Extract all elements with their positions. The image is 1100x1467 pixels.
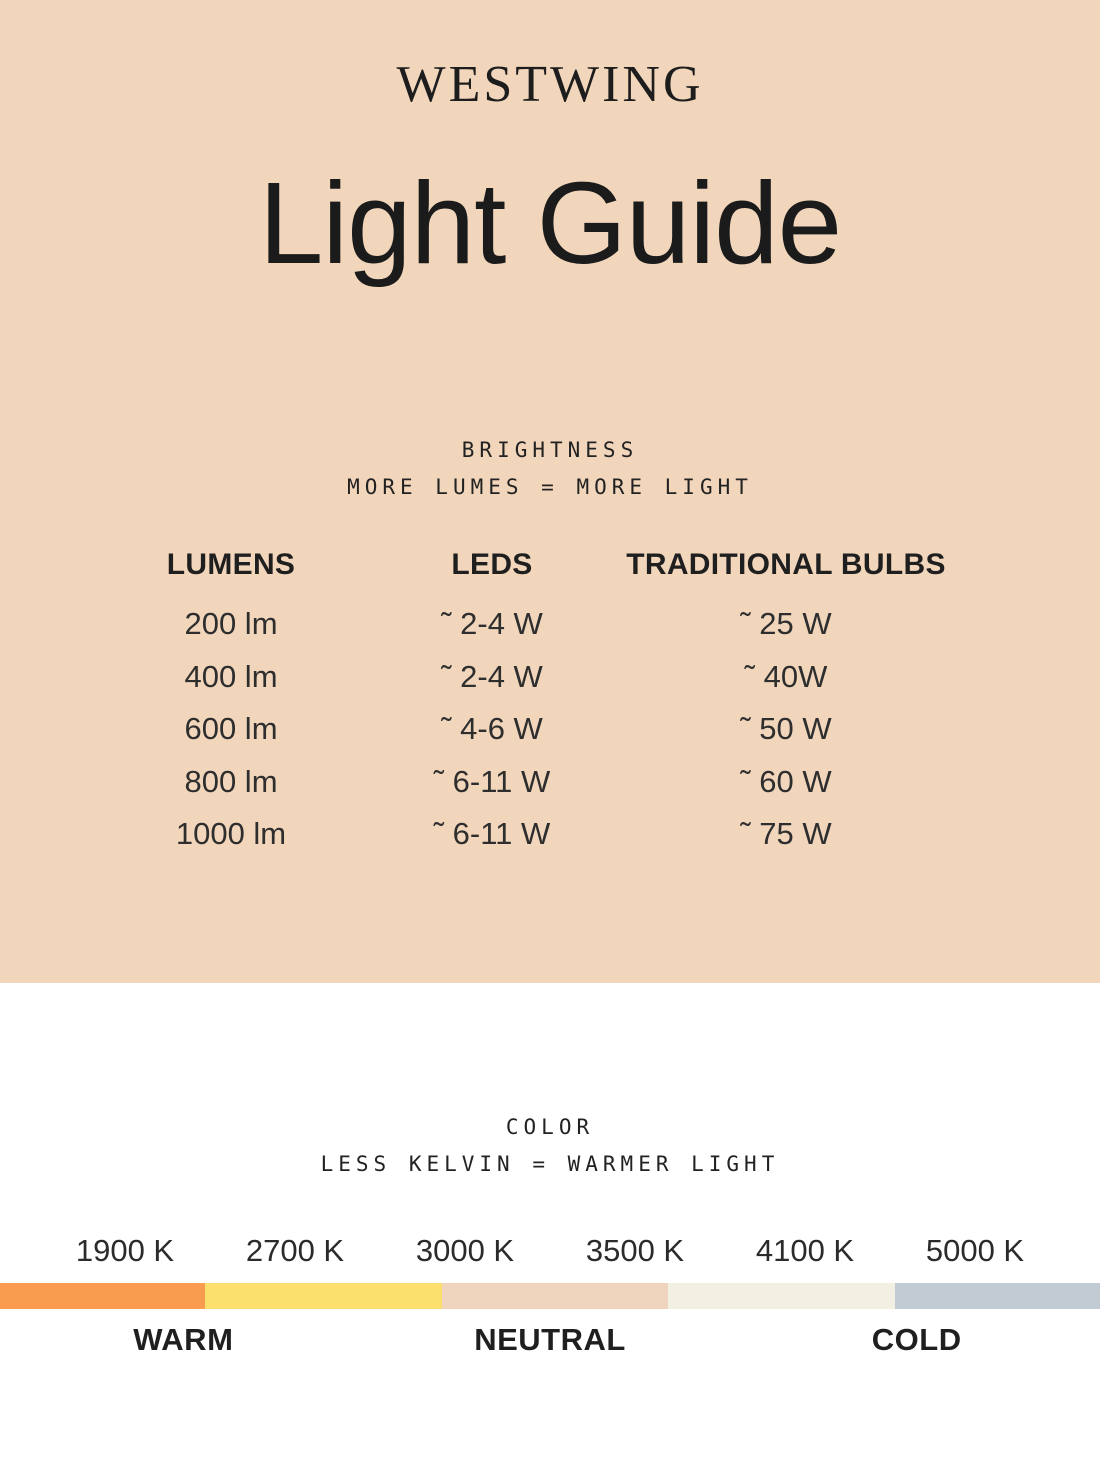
- leds-value: ˜ 6-11 W: [433, 816, 551, 852]
- kelvin-label: 3500 K: [585, 1233, 685, 1269]
- lumens-value: 800 lm: [184, 763, 278, 799]
- table-header-row: [100, 548, 950, 598]
- temperature-label-cold: COLD: [871, 1322, 962, 1358]
- temperature-segment-cold-blue: [895, 1283, 1100, 1309]
- color-temperature-bar: [0, 1283, 1100, 1309]
- lumens-value: 600 lm: [184, 711, 278, 747]
- kelvin-label: 2700 K: [245, 1233, 345, 1269]
- leds-value: ˜ 6-11 W: [433, 763, 551, 799]
- color-subheading: LESS KELVIN = WARMER LIGHT: [320, 1152, 780, 1177]
- temperature-segment-warm-orange: [0, 1283, 205, 1309]
- header-leds: LEDS: [451, 548, 533, 582]
- lumens-value: 400 lm: [184, 658, 278, 694]
- table-row: [100, 756, 950, 809]
- leds-value: ˜ 2-4 W: [441, 658, 543, 694]
- temperature-segment-neutral-tan: [442, 1283, 668, 1309]
- lumens-value: 1000 lm: [175, 816, 287, 852]
- kelvin-label: 1900 K: [75, 1233, 175, 1269]
- table-body: [100, 598, 950, 861]
- temperature-zone-labels: [0, 1322, 1100, 1358]
- color-heading: COLOR: [505, 1115, 595, 1139]
- bulbs-value: ˜ 50 W: [740, 711, 832, 747]
- kelvin-scale-labels: [40, 1233, 1060, 1269]
- page-title: Light Guide: [258, 157, 842, 288]
- bulbs-value: ˜ 25 W: [740, 606, 832, 642]
- table-row: [100, 651, 950, 704]
- brand-logo: WESTWING: [396, 56, 704, 113]
- brightness-subheading: MORE LUMES = MORE LIGHT: [347, 475, 753, 500]
- lumens-value: 200 lm: [184, 606, 278, 642]
- header-traditional-bulbs: TRADITIONAL BULBS: [626, 548, 946, 582]
- temperature-segment-warm-yellow: [205, 1283, 443, 1309]
- kelvin-label: 4100 K: [755, 1233, 855, 1269]
- table-row: [100, 703, 950, 756]
- color-temperature-section: [0, 983, 1100, 1467]
- bulbs-value: ˜ 60 W: [740, 763, 832, 799]
- table-row: [100, 808, 950, 861]
- bulbs-value: ˜ 40W: [744, 658, 828, 694]
- kelvin-label: 3000 K: [415, 1233, 515, 1269]
- kelvin-label: 5000 K: [925, 1233, 1025, 1269]
- temperature-segment-neutral-cream: [668, 1283, 896, 1309]
- temperature-label-warm: WARM: [133, 1322, 234, 1358]
- temperature-label-neutral: NEUTRAL: [474, 1322, 626, 1358]
- table-row: [100, 598, 950, 651]
- leds-value: ˜ 4-6 W: [441, 711, 543, 747]
- leds-value: ˜ 2-4 W: [441, 606, 543, 642]
- bulbs-value: ˜ 75 W: [740, 816, 832, 852]
- brightness-heading: BRIGHTNESS: [461, 437, 639, 462]
- lumens-conversion-table: [100, 548, 950, 861]
- header-lumens: LUMENS: [166, 548, 296, 582]
